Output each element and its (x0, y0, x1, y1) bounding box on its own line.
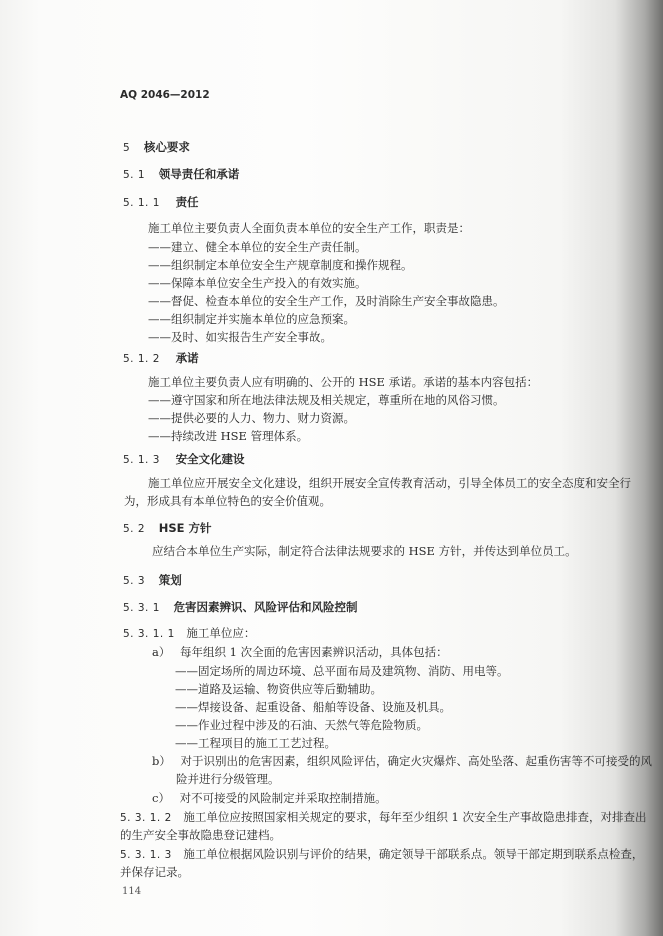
sub-list-item: ——道路及运输、物资供应等后勤辅助。 (175, 682, 382, 696)
sub-list-item: ——固定场所的周边环境、总平面布局及建筑物、消防、用电等。 (175, 664, 509, 678)
section-number: 5. 3 (123, 575, 146, 587)
clause-number: 5. 3. 1. 1 (123, 628, 175, 640)
section-5-2-heading (123, 521, 211, 536)
section-number: 5. 1 (123, 169, 146, 181)
section-number: 5. 1. 1 (123, 197, 160, 209)
list-item: ——组织制定并实施本单位的应急预案。 (148, 312, 355, 326)
section-title: 危害因素辨识、风险评估和风险控制 (173, 600, 358, 614)
list-item: ——提供必要的人力、物力、财力资源。 (148, 411, 355, 425)
list-text: 对于识别出的危害因素，组织风险评估，确定火灾爆炸、高处坠落、起重伤害等不可接受的风 (180, 754, 653, 768)
section-number: 5. 2 (123, 523, 146, 535)
list-label: a） (152, 645, 171, 659)
clause-text: 施工单位应按照国家相关规定的要求，每年至少组织 1 次安全生产事故隐患排查，对排查出 (183, 810, 647, 824)
clause-text: 施工单位应： (186, 626, 256, 640)
section-number: 5. 3. 1 (123, 602, 160, 614)
section-5-1-1-heading (123, 195, 199, 210)
clause-text: 施工单位根据风险识别与评价的结果，确定领导干部联系点。领导干部定期到联系点检查， (183, 847, 644, 861)
paragraph: 应结合本单位生产实际，制定符合法律法规要求的 HSE 方针，并传达到单位员工。 (152, 544, 577, 558)
paragraph: 施工单位主要负责人应有明确的、公开的 HSE 承诺。承诺的基本内容包括： (148, 375, 539, 389)
section-5-3-heading (123, 573, 182, 588)
section-title: 承诺 (175, 351, 199, 365)
document-header: AQ 2046—2012 (120, 89, 210, 101)
list-text: 对不可接受的风险制定并采取控制措施。 (179, 791, 387, 805)
paragraph-line: 施工单位应开展安全文化建设，组织开展安全宣传教育活动，引导全体员工的安全态度和安全行 (148, 476, 631, 490)
clause-text-continued: 的生产安全事故隐患登记建档。 (120, 828, 281, 842)
section-title: 策划 (158, 573, 182, 587)
section-5-3-1-heading (123, 600, 358, 615)
clause-number: 5. 3. 1. 2 (120, 812, 172, 824)
paragraph: 施工单位主要负责人全面负责本单位的安全生产工作，职责是： (148, 221, 470, 235)
sub-list-item: ——作业过程中涉及的石油、天然气等危险物质。 (175, 718, 428, 732)
list-label: b） (152, 754, 171, 768)
sub-list-item: ——工程项目的施工工艺过程。 (175, 736, 336, 750)
list-item: ——督促、检查本单位的安全生产工作，及时消除生产安全事故隐患。 (148, 294, 505, 308)
clause-5-3-1-2 (120, 810, 647, 825)
clause-number: 5. 3. 1. 3 (120, 849, 172, 861)
section-title: 安全文化建设 (175, 452, 245, 466)
clause-5-3-1-1 (123, 626, 255, 641)
list-item-a (152, 645, 448, 659)
section-5-1-heading (123, 167, 239, 182)
section-5-1-3-heading (123, 452, 245, 467)
list-item: ——建立、健全本单位的安全生产责任制。 (148, 240, 367, 254)
paragraph-line: 为，形成具有本单位特色的安全价值观。 (124, 494, 331, 508)
section-number: 5. 1. 3 (123, 454, 160, 466)
section-5-heading (123, 140, 190, 155)
list-item: ——持续改进 HSE 管理体系。 (148, 429, 309, 443)
section-5-1-2-heading (123, 351, 199, 366)
page-number: 114 (122, 886, 142, 897)
list-item: ——遵守国家和所在地法律法规及相关规定，尊重所在地的风俗习惯。 (148, 393, 505, 407)
list-item-b (152, 754, 652, 768)
list-item-c (152, 791, 387, 805)
sub-list-item: ——焊接设备、起重设备、船舶等设备、设施及机具。 (175, 700, 451, 714)
clause-text-continued: 并保存记录。 (120, 865, 189, 879)
section-title: 责任 (175, 195, 199, 209)
section-title: 核心要求 (143, 140, 190, 154)
section-title: HSE 方针 (158, 521, 212, 535)
list-text: 每年组织 1 次全面的危害因素辨识活动，具体包括： (180, 645, 448, 659)
section-number: 5. 1. 2 (123, 353, 160, 365)
section-title: 领导责任和承诺 (158, 167, 240, 181)
list-item: ——及时、如实报告生产安全事故。 (148, 330, 332, 344)
list-item: ——保障本单位安全生产投入的有效实施。 (148, 276, 367, 290)
clause-5-3-1-3 (120, 847, 643, 862)
list-label: c） (152, 791, 170, 805)
section-number: 5 (123, 142, 131, 154)
list-item: ——组织制定本单位安全生产规章制度和操作规程。 (148, 258, 413, 272)
list-text-continued: 险并进行分级管理。 (176, 772, 280, 786)
